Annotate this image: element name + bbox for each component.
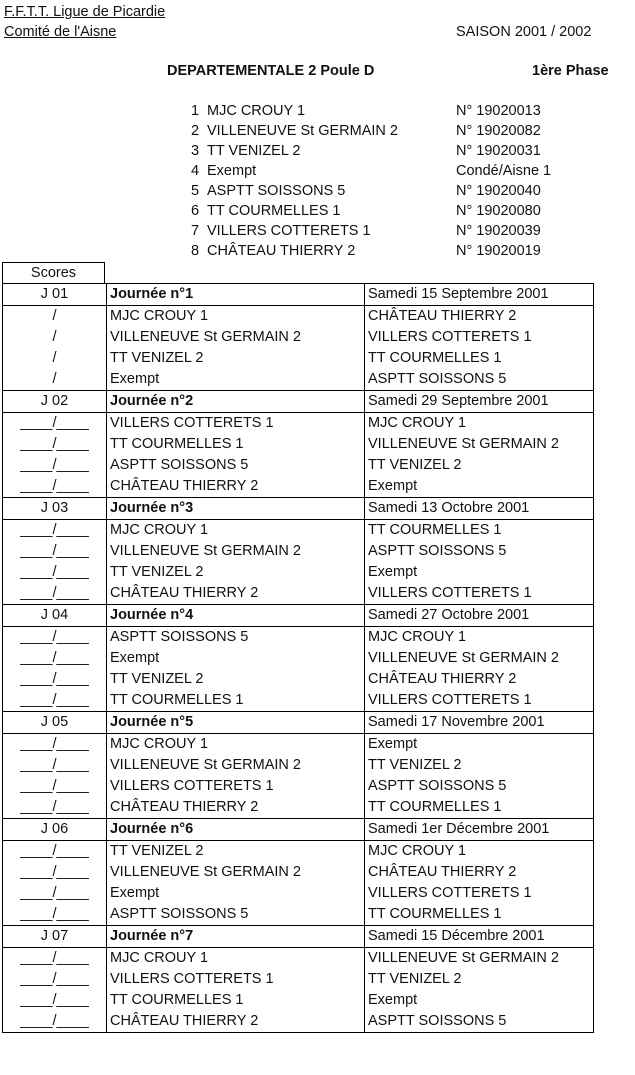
home-team: CHÂTEAU THIERRY 2 [107, 1011, 365, 1033]
phase-label: 1ère Phase [532, 63, 609, 79]
home-team: Exempt [107, 648, 365, 669]
home-team: MJC CROUY 1 [107, 520, 365, 542]
team-number: 1 [191, 103, 200, 119]
round-title: Journée n°5 [107, 712, 365, 734]
match-row [3, 948, 594, 970]
away-team: TT VENIZEL 2 [365, 969, 594, 990]
home-team: VILLENEUVE St GERMAIN 2 [107, 541, 365, 562]
match-score: ____/____ [3, 583, 107, 605]
home-team: TT VENIZEL 2 [107, 669, 365, 690]
home-team: TT VENIZEL 2 [107, 841, 365, 863]
home-team: VILLERS COTTERETS 1 [107, 413, 365, 435]
match-score: ____/____ [3, 455, 107, 476]
match-score: ____/____ [3, 755, 107, 776]
home-team: CHÂTEAU THIERRY 2 [107, 797, 365, 819]
round-code: J 06 [3, 819, 107, 841]
match-row [3, 455, 594, 476]
home-team: VILLENEUVE St GERMAIN 2 [107, 327, 365, 348]
round-date: Samedi 29 Septembre 2001 [365, 391, 594, 413]
away-team: MJC CROUY 1 [365, 841, 594, 863]
match-score: ____/____ [3, 562, 107, 583]
away-team: Exempt [365, 476, 594, 498]
home-team: TT VENIZEL 2 [107, 348, 365, 369]
match-row [3, 562, 594, 583]
home-team: CHÂTEAU THIERRY 2 [107, 583, 365, 605]
round-header-row [3, 498, 594, 520]
match-row [3, 969, 594, 990]
team-name: MJC CROUY 1 [207, 103, 306, 119]
season-label: SAISON 2001 / 2002 [456, 24, 592, 40]
round-header-row [3, 712, 594, 734]
away-team: VILLENEUVE St GERMAIN 2 [365, 948, 594, 970]
home-team: ASPTT SOISSONS 5 [107, 627, 365, 649]
round-date: Samedi 17 Novembre 2001 [365, 712, 594, 734]
match-score: ____/____ [3, 627, 107, 649]
match-row [3, 797, 594, 819]
away-team: VILLERS COTTERETS 1 [365, 327, 594, 348]
match-row [3, 690, 594, 712]
away-team: CHÂTEAU THIERRY 2 [365, 862, 594, 883]
away-team: CHÂTEAU THIERRY 2 [365, 669, 594, 690]
round-date: Samedi 15 Septembre 2001 [365, 284, 594, 306]
round-header-row [3, 605, 594, 627]
round-code: J 05 [3, 712, 107, 734]
away-team: CHÂTEAU THIERRY 2 [365, 306, 594, 328]
round-title: Journée n°4 [107, 605, 365, 627]
team-name: ASPTT SOISSONS 5 [207, 183, 346, 199]
match-score: ____/____ [3, 1011, 107, 1033]
match-score: ____/____ [3, 990, 107, 1011]
home-team: MJC CROUY 1 [107, 306, 365, 328]
match-row [3, 369, 594, 391]
home-team: MJC CROUY 1 [107, 948, 365, 970]
team-number: 3 [191, 143, 200, 159]
team-name: VILLENEUVE St GERMAIN 2 [207, 123, 398, 139]
round-code: J 03 [3, 498, 107, 520]
team-code: N° 19020019 [456, 243, 541, 259]
match-score: / [3, 327, 107, 348]
team-row [191, 141, 571, 161]
match-row [3, 627, 594, 649]
away-team: TT VENIZEL 2 [365, 755, 594, 776]
org-line-1: F.F.T.T. Ligue de Picardie [4, 4, 166, 20]
home-team: VILLERS COTTERETS 1 [107, 969, 365, 990]
home-team: Exempt [107, 369, 365, 391]
team-name: TT VENIZEL 2 [207, 143, 301, 159]
division-title: DEPARTEMENTALE 2 Poule D [167, 63, 375, 79]
team-row [191, 201, 571, 221]
team-code: N° 19020080 [456, 203, 541, 219]
match-score: ____/____ [3, 648, 107, 669]
match-row [3, 990, 594, 1011]
home-team: TT COURMELLES 1 [107, 434, 365, 455]
team-row [191, 221, 571, 241]
team-row [191, 101, 571, 121]
org-line-2: Comité de l'Aisne [4, 24, 117, 40]
home-team: Exempt [107, 883, 365, 904]
match-row [3, 306, 594, 328]
match-row [3, 734, 594, 756]
round-block [3, 819, 594, 926]
match-row [3, 862, 594, 883]
match-score: ____/____ [3, 948, 107, 970]
round-block [3, 498, 594, 605]
team-row [191, 241, 571, 261]
match-score: / [3, 348, 107, 369]
match-row [3, 648, 594, 669]
match-score: ____/____ [3, 669, 107, 690]
match-row [3, 841, 594, 863]
schedule-table [2, 283, 594, 1033]
team-code: N° 19020013 [456, 103, 541, 119]
round-block [3, 712, 594, 819]
team-code: N° 19020039 [456, 223, 541, 239]
match-row [3, 583, 594, 605]
team-row [191, 121, 571, 141]
match-row [3, 476, 594, 498]
round-date: Samedi 1er Décembre 2001 [365, 819, 594, 841]
match-score: ____/____ [3, 862, 107, 883]
round-code: J 02 [3, 391, 107, 413]
match-score: / [3, 369, 107, 391]
round-date: Samedi 27 Octobre 2001 [365, 605, 594, 627]
away-team: Exempt [365, 990, 594, 1011]
away-team: ASPTT SOISSONS 5 [365, 369, 594, 391]
team-name: VILLERS COTTERETS 1 [207, 223, 371, 239]
away-team: VILLERS COTTERETS 1 [365, 883, 594, 904]
match-row [3, 434, 594, 455]
match-row [3, 348, 594, 369]
away-team: TT VENIZEL 2 [365, 455, 594, 476]
team-name: Exempt [207, 163, 257, 179]
home-team: TT COURMELLES 1 [107, 990, 365, 1011]
away-team: MJC CROUY 1 [365, 627, 594, 649]
round-title: Journée n°3 [107, 498, 365, 520]
away-team: TT COURMELLES 1 [365, 904, 594, 926]
team-row [191, 161, 571, 181]
home-team: MJC CROUY 1 [107, 734, 365, 756]
round-block [3, 605, 594, 712]
round-block [3, 284, 594, 391]
match-row [3, 327, 594, 348]
match-score: / [3, 306, 107, 328]
match-score: ____/____ [3, 520, 107, 542]
away-team: Exempt [365, 734, 594, 756]
match-row [3, 776, 594, 797]
away-team: VILLENEUVE St GERMAIN 2 [365, 434, 594, 455]
team-row [191, 181, 571, 201]
match-row [3, 413, 594, 435]
match-score: ____/____ [3, 541, 107, 562]
match-row [3, 520, 594, 542]
home-team: ASPTT SOISSONS 5 [107, 904, 365, 926]
away-team: TT COURMELLES 1 [365, 348, 594, 369]
round-title: Journée n°7 [107, 926, 365, 948]
away-team: TT COURMELLES 1 [365, 520, 594, 542]
away-team: MJC CROUY 1 [365, 413, 594, 435]
match-score: ____/____ [3, 476, 107, 498]
round-header-row [3, 391, 594, 413]
team-number: 6 [191, 203, 200, 219]
round-code: J 04 [3, 605, 107, 627]
match-score: ____/____ [3, 841, 107, 863]
match-score: ____/____ [3, 734, 107, 756]
round-title: Journée n°2 [107, 391, 365, 413]
match-score: ____/____ [3, 883, 107, 904]
match-row [3, 541, 594, 562]
home-team: TT VENIZEL 2 [107, 562, 365, 583]
team-code: N° 19020082 [456, 123, 541, 139]
match-score: ____/____ [3, 776, 107, 797]
home-team: ASPTT SOISSONS 5 [107, 455, 365, 476]
home-team: VILLENEUVE St GERMAIN 2 [107, 862, 365, 883]
away-team: Exempt [365, 562, 594, 583]
away-team: ASPTT SOISSONS 5 [365, 776, 594, 797]
team-name: TT COURMELLES 1 [207, 203, 341, 219]
away-team: VILLERS COTTERETS 1 [365, 583, 594, 605]
team-list [191, 101, 571, 261]
away-team: ASPTT SOISSONS 5 [365, 541, 594, 562]
away-team: ASPTT SOISSONS 5 [365, 1011, 594, 1033]
round-title: Journée n°1 [107, 284, 365, 306]
team-code: N° 19020040 [456, 183, 541, 199]
round-code: J 01 [3, 284, 107, 306]
match-score: ____/____ [3, 690, 107, 712]
match-row [3, 755, 594, 776]
match-row [3, 883, 594, 904]
away-team: VILLERS COTTERETS 1 [365, 690, 594, 712]
away-team: VILLENEUVE St GERMAIN 2 [365, 648, 594, 669]
match-score: ____/____ [3, 434, 107, 455]
away-team: TT COURMELLES 1 [365, 797, 594, 819]
round-code: J 07 [3, 926, 107, 948]
round-date: Samedi 15 Décembre 2001 [365, 926, 594, 948]
match-row [3, 1011, 594, 1033]
round-date: Samedi 13 Octobre 2001 [365, 498, 594, 520]
scores-header: Scores [2, 262, 105, 283]
team-name: CHÂTEAU THIERRY 2 [207, 243, 356, 259]
match-row [3, 669, 594, 690]
round-header-row [3, 284, 594, 306]
team-code: Condé/Aisne 1 [456, 163, 552, 179]
match-score: ____/____ [3, 904, 107, 926]
match-score: ____/____ [3, 969, 107, 990]
round-header-row [3, 819, 594, 841]
team-number: 4 [191, 163, 200, 179]
match-score: ____/____ [3, 413, 107, 435]
home-team: TT COURMELLES 1 [107, 690, 365, 712]
team-number: 2 [191, 123, 200, 139]
team-code: N° 19020031 [456, 143, 541, 159]
home-team: VILLENEUVE St GERMAIN 2 [107, 755, 365, 776]
team-number: 5 [191, 183, 200, 199]
home-team: VILLERS COTTERETS 1 [107, 776, 365, 797]
match-row [3, 904, 594, 926]
team-number: 7 [191, 223, 200, 239]
round-block [3, 926, 594, 1033]
team-number: 8 [191, 243, 200, 259]
round-header-row [3, 926, 594, 948]
round-title: Journée n°6 [107, 819, 365, 841]
round-block [3, 391, 594, 498]
match-score: ____/____ [3, 797, 107, 819]
home-team: CHÂTEAU THIERRY 2 [107, 476, 365, 498]
